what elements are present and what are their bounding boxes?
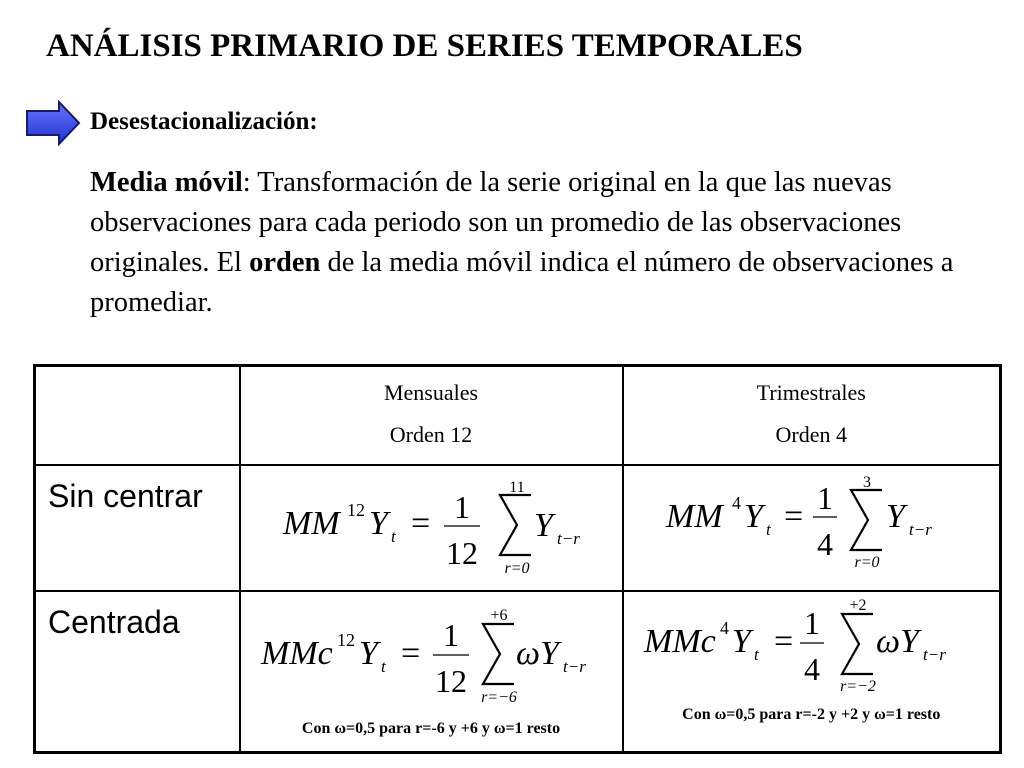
summation-icon bbox=[500, 495, 531, 555]
svg-text:Y: Y bbox=[358, 635, 378, 672]
svg-text:t: t bbox=[753, 645, 759, 664]
formula-order: 4 bbox=[719, 618, 729, 638]
paragraph-text-1: : Transformación de la serie original en la que las nuevas observaciones para cada periodo son un promedio de las observaciones originales. El bbox=[90, 167, 902, 278]
definition-paragraph bbox=[90, 163, 980, 323]
weight-note-4: Con ω=0,5 para r=-2 y +2 y ω=1 resto bbox=[682, 706, 941, 723]
header-mensuales-orden: Orden 12 bbox=[389, 422, 473, 447]
sum-lower-limit: r=0 bbox=[853, 554, 880, 571]
sum-lower-limit: r=0 bbox=[503, 560, 530, 576]
header-mensuales bbox=[240, 366, 623, 466]
row-label-centrada: Centrada bbox=[35, 591, 240, 753]
formula-denominator: 12 bbox=[445, 535, 478, 571]
formula-numerator: 1 bbox=[453, 489, 470, 525]
formula-cell-sin-centrar-12 bbox=[240, 465, 623, 591]
term-orden: orden bbox=[249, 247, 321, 278]
formula-symbol: MM bbox=[665, 498, 723, 535]
svg-text:t−r: t−r bbox=[908, 520, 932, 539]
svg-text:Y: Y bbox=[885, 498, 905, 535]
svg-text:t: t bbox=[380, 657, 386, 676]
formula-mm12-sin-centrar bbox=[281, 476, 601, 576]
svg-text:Y: Y bbox=[533, 507, 553, 544]
header-trimestrales bbox=[623, 366, 1001, 466]
formula-symbol: MM bbox=[282, 505, 340, 542]
formula-symbol: MMc bbox=[260, 635, 333, 672]
table-row bbox=[35, 465, 1001, 591]
svg-text:=: = bbox=[783, 498, 803, 535]
table-corner-cell bbox=[35, 366, 240, 466]
sum-upper-limit: 11 bbox=[508, 479, 525, 496]
svg-text:Y: Y bbox=[368, 505, 388, 542]
svg-text:t−r: t−r bbox=[922, 645, 946, 664]
weight-note-12: Con ω=0,5 para r=-6 y +6 y ω=1 resto bbox=[301, 720, 561, 737]
section-subtitle: Desestacionalización: bbox=[90, 108, 318, 135]
paragraph-text-2: de la media móvil indica el número de observaciones a promediar. bbox=[90, 247, 954, 318]
header-mensuales-label: Mensuales bbox=[383, 380, 479, 405]
formula-order: 12 bbox=[346, 500, 365, 520]
table-row bbox=[35, 591, 1001, 753]
formula-mmc12-centrada bbox=[259, 602, 599, 706]
term-media-movil: Media móvil bbox=[90, 167, 243, 198]
header-trimestrales-label: Trimestrales bbox=[756, 380, 866, 405]
svg-text:ωY: ωY bbox=[515, 635, 559, 672]
formula-mmc4-centrada bbox=[642, 594, 972, 694]
header-trimestrales-orden: Orden 4 bbox=[775, 422, 847, 447]
moving-average-table bbox=[33, 364, 1002, 754]
formula-order: 12 bbox=[336, 630, 355, 650]
sum-lower-limit: r=−2 bbox=[839, 678, 876, 694]
formula-cell-sin-centrar-4 bbox=[623, 465, 1001, 591]
formula-cell-centrada-4 bbox=[623, 591, 1001, 753]
sum-upper-limit: +6 bbox=[489, 607, 508, 624]
sum-lower-limit: r=−6 bbox=[480, 689, 517, 706]
summation-icon bbox=[483, 624, 514, 684]
slide-title: ANÁLISIS PRIMARIO DE SERIES TEMPORALES bbox=[46, 28, 803, 64]
svg-text:t−r: t−r bbox=[556, 529, 580, 548]
formula-order: 4 bbox=[731, 493, 741, 513]
formula-denominator: 4 bbox=[803, 651, 820, 687]
row-label-sin-centrar: Sin centrar bbox=[35, 465, 240, 591]
svg-text:=: = bbox=[400, 635, 420, 672]
summation-icon bbox=[851, 490, 882, 550]
svg-text:=: = bbox=[410, 505, 430, 542]
formula-numerator: 1 bbox=[442, 617, 459, 653]
svg-text:ωY: ωY bbox=[875, 623, 919, 660]
formula-numerator: 1 bbox=[803, 605, 820, 641]
arrow-right-icon bbox=[25, 100, 81, 146]
svg-text:t−r: t−r bbox=[562, 657, 586, 676]
formula-cell-centrada-12 bbox=[240, 591, 623, 753]
svg-text:=: = bbox=[773, 623, 793, 660]
formula-denominator: 12 bbox=[434, 663, 467, 699]
svg-text:t: t bbox=[390, 527, 396, 546]
formula-denominator: 4 bbox=[816, 526, 833, 562]
formula-symbol: MMc bbox=[643, 623, 716, 660]
svg-text:Y: Y bbox=[743, 498, 763, 535]
summation-icon bbox=[842, 614, 873, 674]
svg-text:Y: Y bbox=[731, 623, 751, 660]
table-header-row bbox=[35, 366, 1001, 466]
svg-text:t: t bbox=[765, 520, 771, 539]
formula-numerator: 1 bbox=[816, 480, 833, 516]
formula-mm4-sin-centrar bbox=[664, 471, 964, 571]
sum-upper-limit: +2 bbox=[848, 597, 867, 614]
sum-upper-limit: 3 bbox=[862, 474, 871, 491]
